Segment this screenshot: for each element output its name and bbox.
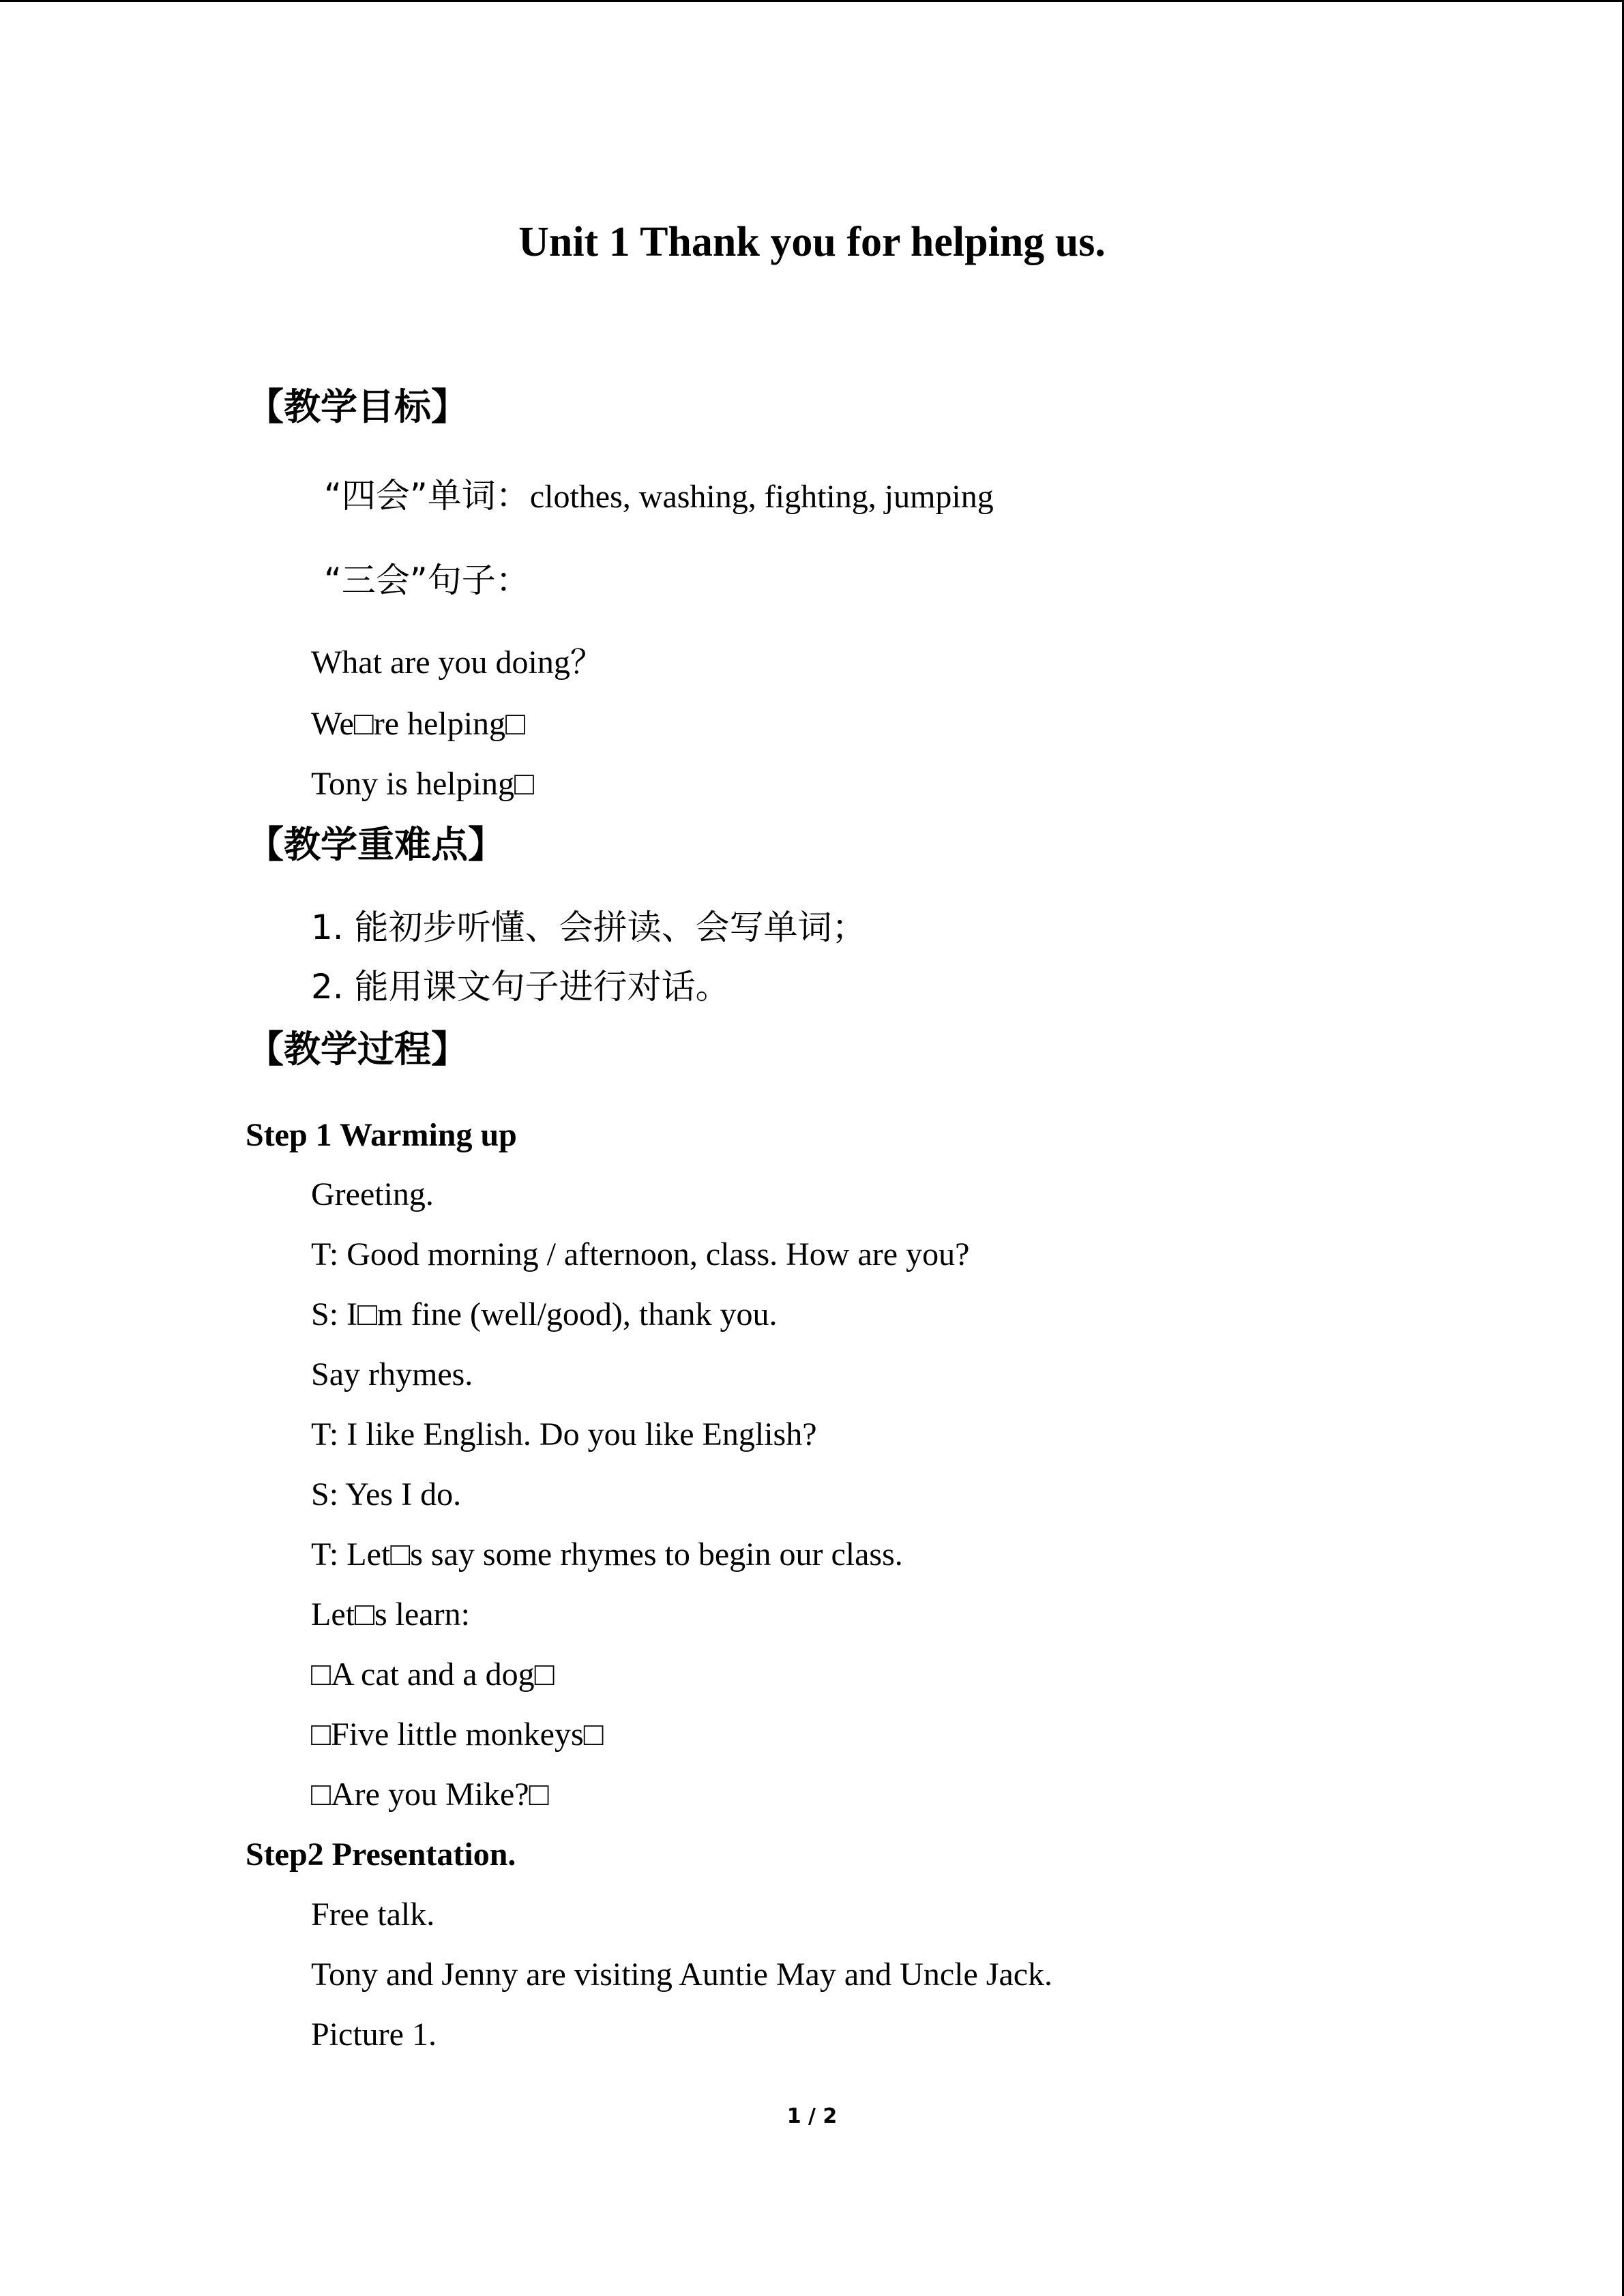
- page-number: 1 / 2: [786, 2104, 838, 2128]
- four-skill-words: clothes, washing, fighting, jumping: [529, 479, 994, 515]
- step1-line: S: I□m fine (well/good), thank you.: [311, 1296, 778, 1332]
- four-skill-words-label: “四会”单词：: [324, 476, 530, 516]
- step1-line: □Five little monkeys□: [311, 1716, 604, 1753]
- key-point-item: 2. 能用课文句子进行对话。: [311, 967, 730, 1007]
- top-border: [0, 0, 1624, 2]
- step1-line: □A cat and a dog□: [311, 1656, 555, 1693]
- step1-line: T: I like English. Do you like English?: [311, 1416, 817, 1452]
- step2-title: Step2 Presentation.: [246, 1836, 516, 1873]
- step1-line: T: Let□s say some rhymes to begin our class.: [311, 1536, 903, 1572]
- step2-line: Free talk.: [311, 1896, 435, 1933]
- process-heading: 【教学过程】: [247, 1028, 468, 1071]
- key-point-item: 1. 能初步听懂、会拼读、会写单词；: [311, 908, 866, 947]
- step2-line: Picture 1.: [311, 2016, 437, 2053]
- step1-line: T: Good morning / afternoon, class. How are you?: [311, 1236, 970, 1272]
- key-points-heading: 【教学重难点】: [247, 823, 505, 866]
- step1-line: Let□s learn:: [311, 1596, 470, 1632]
- step2-line: Tony and Jenny are visiting Auntie May and Uncle Jack.: [311, 1956, 1053, 1993]
- four-skill-words-line: [324, 476, 994, 516]
- three-skill-sentences-label: “三会”句子：: [324, 561, 530, 600]
- sentence-line: Tony is helping□: [311, 766, 534, 802]
- page-title: Unit 1 Thank you for helping us.: [518, 219, 1106, 265]
- step1-line: □Are you Mike?□: [311, 1776, 549, 1813]
- objectives-heading: 【教学目标】: [247, 385, 468, 428]
- sentence-line: We□re helping□: [311, 706, 526, 742]
- step1-line: Say rhymes.: [311, 1356, 473, 1392]
- step1-line: Greeting.: [311, 1176, 434, 1212]
- step1-line: S: Yes I do.: [311, 1476, 462, 1512]
- step1-title: Step 1 Warming up: [246, 1117, 517, 1153]
- sentence-line: What are you doing？: [311, 644, 603, 681]
